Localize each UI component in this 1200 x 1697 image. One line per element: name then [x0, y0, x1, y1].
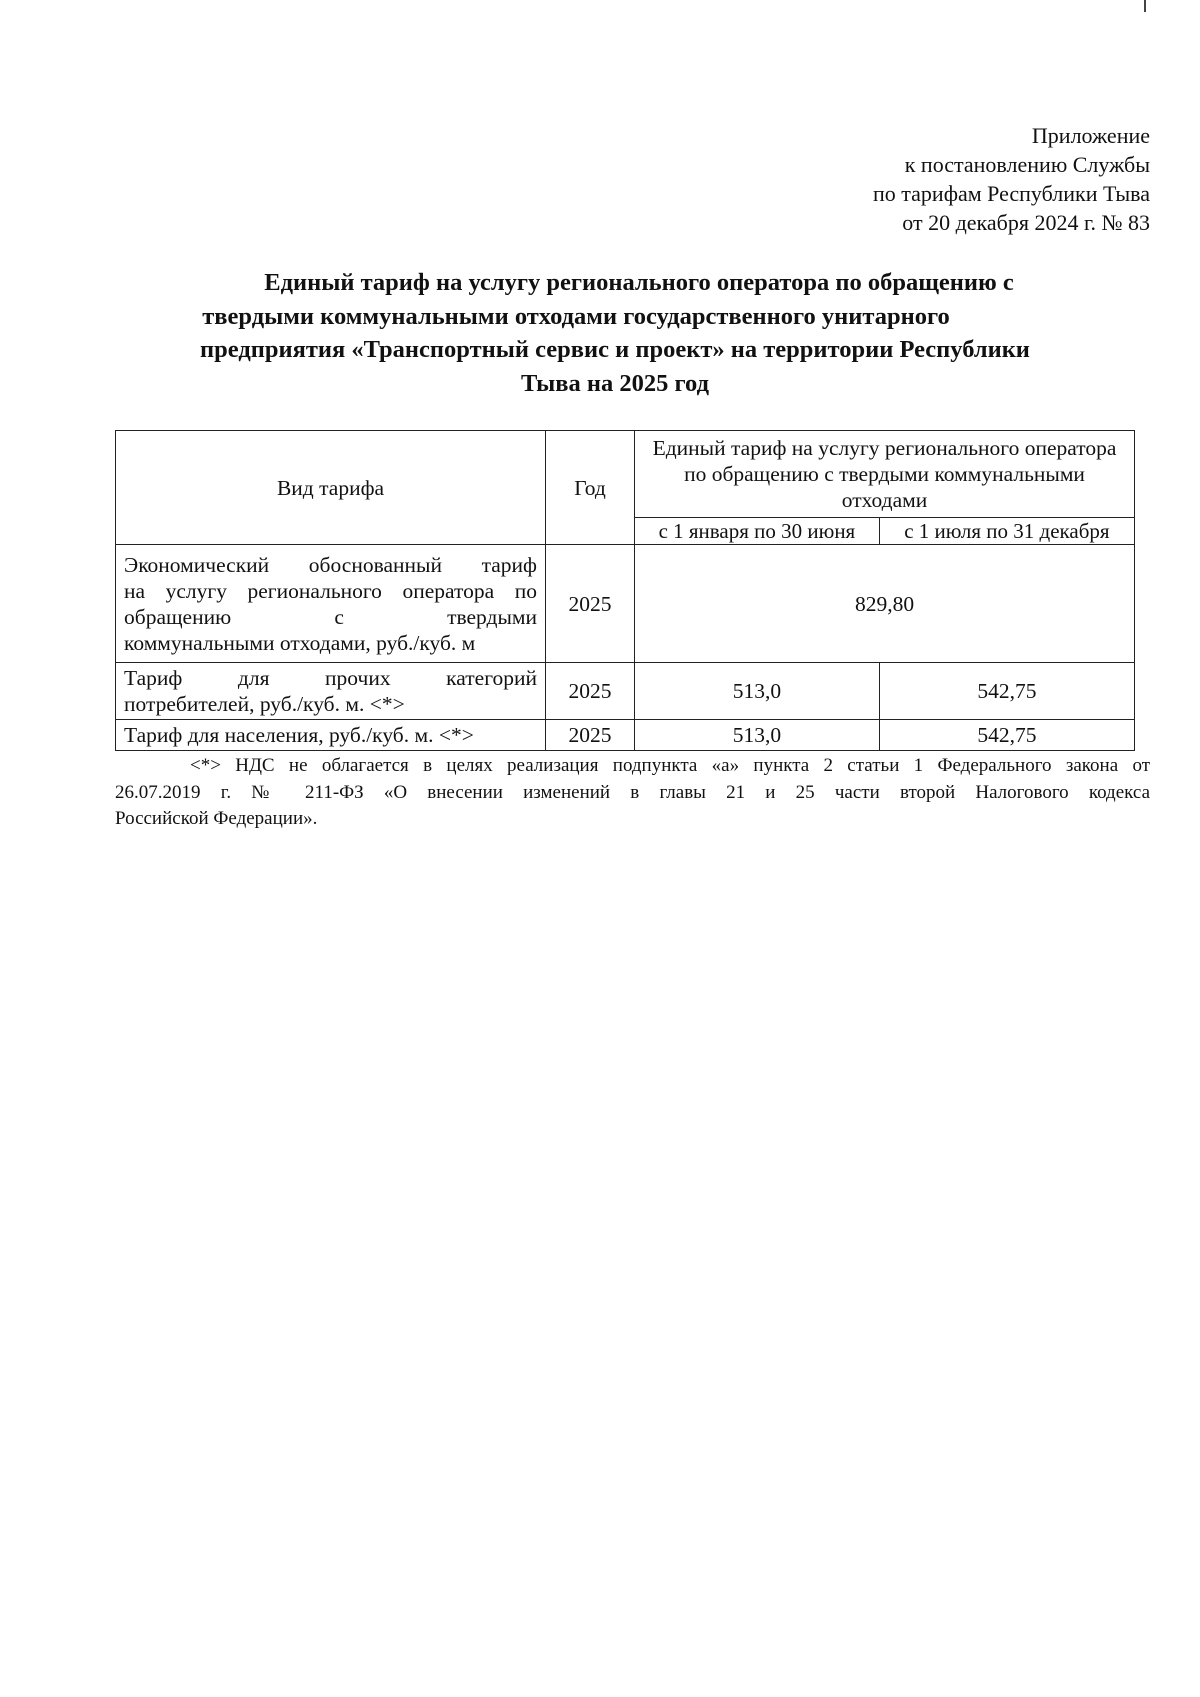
footnote-line: 26.07.2019 г. № 211-ФЗ «О внесении изменений в главы 21 и 25 части второй Налогового кодекса [115, 781, 1150, 803]
table-row [116, 720, 1135, 751]
table-row [116, 663, 1135, 720]
title-line: предприятия «Транспортный сервис и проект» на территории Республики [200, 336, 1030, 363]
row-tariff-type-line: на услугу регионального оператора по [124, 578, 537, 603]
table-header-row [116, 431, 1135, 518]
row-tariff-type-line: обращению с твердыми [124, 604, 537, 629]
row-year: 2025 [546, 545, 635, 663]
row-tariff-type [116, 545, 546, 663]
title-line: твердыми коммунальными отходами государственного унитарного [202, 302, 950, 330]
appendix-header [873, 121, 1150, 237]
appendix-line: от 20 декабря 2024 г. № 83 [902, 210, 1150, 235]
row-tariff-type-line: коммунальными отходами, руб./куб. м [124, 630, 476, 655]
appendix-line: Приложение [1031, 123, 1150, 148]
title-line: Единый тариф на услугу регионального оператора по обращению с [264, 269, 1014, 296]
row-value-period-2: 542,75 [879, 720, 1134, 751]
appendix-line: по тарифам Республики Тыва [873, 181, 1150, 206]
title-line: Тыва на 2025 год [521, 369, 709, 397]
row-tariff-type-line: потребителей, руб./куб. м. <*> [124, 692, 405, 716]
row-tariff-type-line: Тариф для прочих категорий [124, 666, 537, 690]
appendix-line: к постановлению Службы [904, 152, 1150, 177]
row-value-period-2: 542,75 [879, 663, 1134, 720]
header-tariff-group: Единый тариф на услугу регионального оператора по обращению с твердыми коммунальными отходами [635, 431, 1135, 518]
header-period-2: с 1 июля по 31 декабря [879, 518, 1134, 545]
table-row [116, 545, 1135, 663]
row-value-period-1: 513,0 [635, 663, 880, 720]
row-value-period-1: 513,0 [635, 720, 880, 751]
page-edge-mark [1144, 0, 1146, 12]
row-year: 2025 [546, 663, 635, 720]
header-tariff-type: Вид тарифа [116, 431, 546, 545]
row-value: 829,80 [635, 545, 1135, 663]
footnote-line: <*> НДС не облагается в целях реализация подпункта «а» пункта 2 статьи 1 Федерального закона от [190, 755, 1150, 776]
row-tariff-type-line: Экономический обоснованный тариф [124, 552, 537, 577]
document-title [115, 266, 1115, 400]
row-tariff-type: Тариф для населения, руб./куб. м. <*> [116, 720, 546, 751]
row-tariff-type [116, 663, 546, 720]
row-year: 2025 [546, 720, 635, 751]
tariff-table [115, 430, 1135, 751]
header-year: Год [546, 431, 635, 545]
footnote-line: Российской Федерации». [115, 808, 318, 829]
header-period-1: с 1 января по 30 июня [635, 518, 880, 545]
footnote [115, 753, 1150, 833]
